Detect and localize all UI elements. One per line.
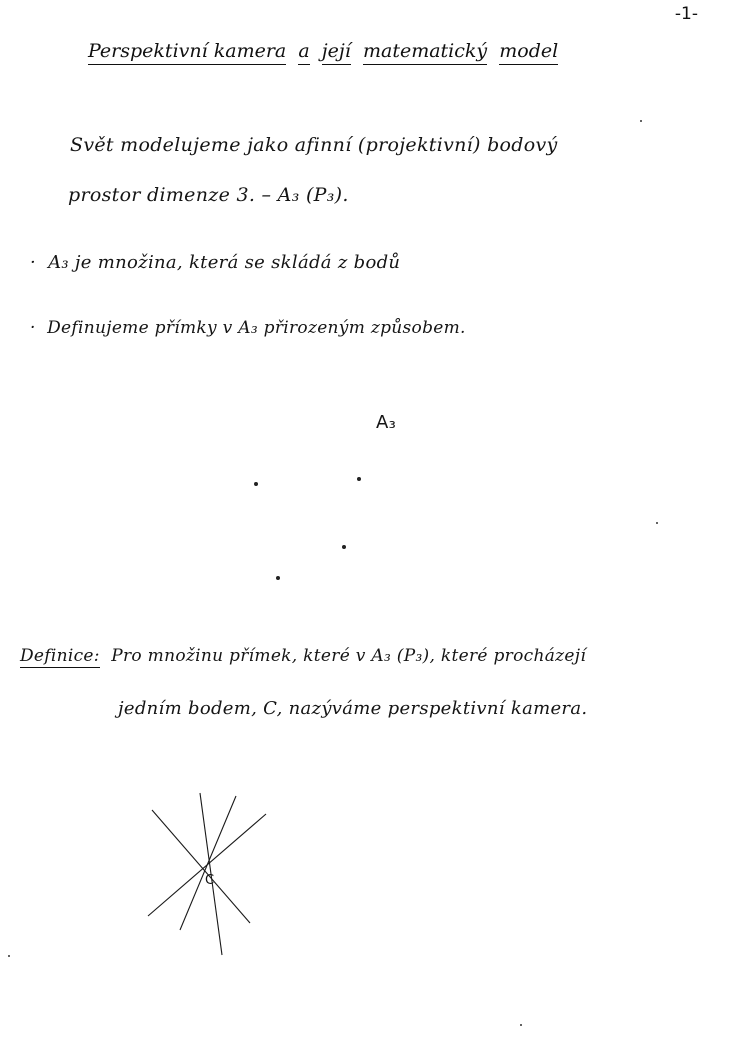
definition-line-2: jedním bodem, C, nazýváme perspektivní kamera. bbox=[118, 698, 588, 719]
page-title bbox=[88, 40, 558, 62]
bullet-text: A₃ je množina, která se skládá z bodů bbox=[48, 252, 401, 273]
point-1 bbox=[254, 482, 258, 486]
title-part-1: Perspektivní kamera bbox=[88, 40, 286, 65]
scan-speck bbox=[8, 955, 10, 957]
bullet-dot: · bbox=[30, 318, 48, 338]
line-1 bbox=[152, 810, 250, 923]
scan-speck bbox=[656, 522, 658, 524]
camera-center-label: C bbox=[205, 873, 215, 888]
bullet-item-sets bbox=[30, 252, 400, 273]
point-3 bbox=[342, 545, 346, 549]
scan-speck bbox=[520, 1024, 522, 1026]
page-number: -1- bbox=[674, 4, 698, 24]
title-part-2: a bbox=[298, 40, 309, 65]
definition-line-1 bbox=[20, 646, 586, 666]
title-part-4: matematický bbox=[363, 40, 487, 65]
bullet-text: Definujeme přímky v A₃ přirozeným způsobem. bbox=[47, 318, 466, 338]
scan-speck bbox=[640, 120, 642, 122]
point-2 bbox=[357, 477, 361, 481]
intro-line-2: prostor dimenze 3. – A₃ (P₃). bbox=[68, 184, 349, 206]
line-4 bbox=[148, 814, 266, 916]
bullet-dot: · bbox=[30, 252, 49, 273]
title-part-3: její bbox=[322, 40, 351, 65]
point-4 bbox=[276, 576, 280, 580]
line-3 bbox=[180, 796, 236, 930]
title-part-5: model bbox=[499, 40, 558, 65]
space-label-a3: A₃ bbox=[376, 412, 397, 433]
definition-label: Definice: bbox=[20, 646, 100, 666]
intro-line-1: Svět modelujeme jako afinní (projektivní) bodový bbox=[70, 134, 558, 156]
bullet-item-lines bbox=[30, 318, 466, 338]
definition-text-1: Pro množinu přímek, které v A₃ (P₃), které procházejí bbox=[111, 646, 587, 666]
